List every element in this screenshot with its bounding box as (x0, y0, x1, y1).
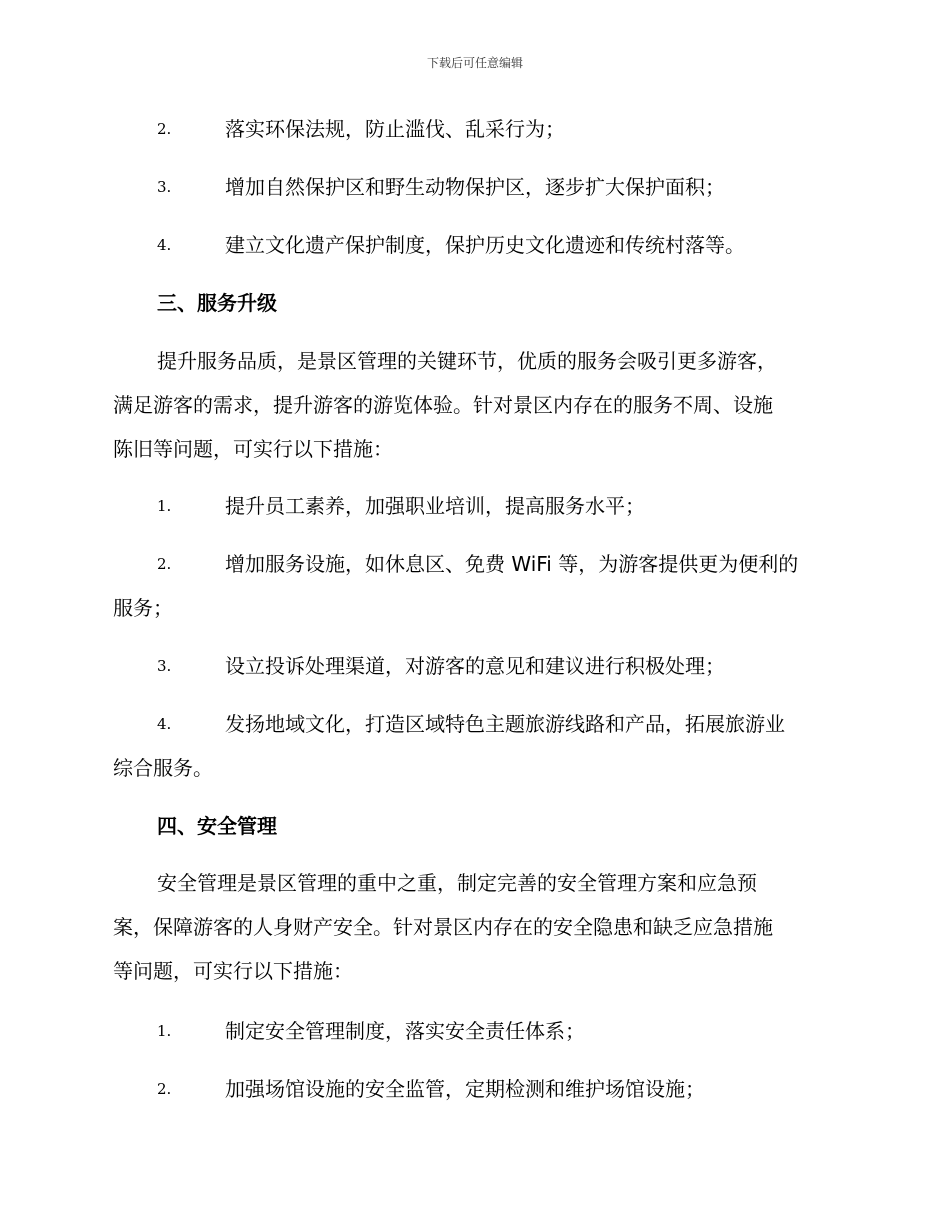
list-number: 4. (157, 715, 172, 733)
paragraph-line: 提升服务品质，是景区管理的关键环节，优质的服务会吸引更多游客， (157, 349, 777, 373)
section-heading-safety: 四、安全管理 (157, 814, 277, 838)
list-number: 2. (157, 120, 172, 138)
list-item-text: 增加服务设施，如休息区、免费 WiFi 等，为游客提供更为便利的 (225, 552, 799, 576)
list-number: 3. (157, 178, 172, 196)
list-number: 4. (157, 236, 172, 254)
list-item-text: 提升员工素养，加强职业培训，提高服务水平； (225, 494, 645, 518)
paragraph-line: 安全管理是景区管理的重中之重，制定完善的安全管理方案和应急预 (157, 871, 757, 895)
list-item-continuation: 综合服务。 (113, 756, 213, 780)
list-item-text: 增加自然保护区和野生动物保护区，逐步扩大保护面积； (225, 175, 725, 199)
list-number: 3. (157, 657, 172, 675)
section-heading-service: 三、服务升级 (157, 291, 277, 315)
paragraph-line: 案，保障游客的人身财产安全。针对景区内存在的安全隐患和缺乏应急措施 (113, 915, 773, 939)
list-number: 2. (157, 1080, 172, 1098)
list-item-text: 制定安全管理制度，落实安全责任体系； (225, 1019, 585, 1043)
list-item-continuation: 服务； (113, 596, 173, 620)
paragraph-line: 等问题，可实行以下措施： (113, 959, 353, 983)
page-header: 下载后可任意编辑 (426, 56, 523, 70)
list-number: 2. (157, 555, 172, 573)
list-item-text: 落实环保法规，防止滥伐、乱采行为； (225, 117, 565, 141)
list-item-text: 建立文化遗产保护制度，保护历史文化遗迹和传统村落等。 (225, 233, 745, 257)
list-item-text: 设立投诉处理渠道，对游客的意见和建议进行积极处理； (225, 654, 725, 678)
paragraph-line: 满足游客的需求，提升游客的游览体验。针对景区内存在的服务不周、设施 (113, 393, 773, 417)
paragraph-line: 陈旧等问题，可实行以下措施： (113, 437, 393, 461)
list-item-text: 发扬地域文化，打造区域特色主题旅游线路和产品，拓展旅游业 (225, 712, 785, 736)
list-item-text: 加强场馆设施的安全监管，定期检测和维护场馆设施； (225, 1077, 705, 1101)
list-number: 1. (157, 497, 172, 515)
list-number: 1. (157, 1022, 172, 1040)
